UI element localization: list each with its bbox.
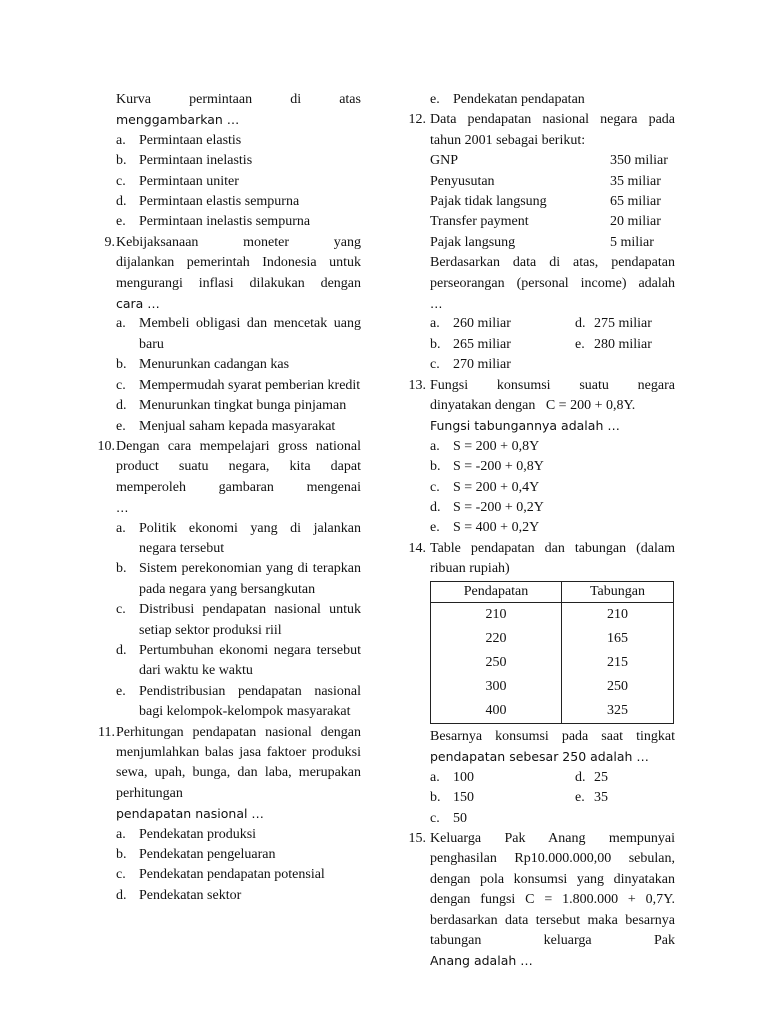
data-value: 20 miliar	[610, 214, 661, 230]
question-prompt: Besarnya konsumsi pada saat tingkat	[430, 729, 675, 745]
option-text: Menjual saham kepada masyarakat	[139, 418, 336, 434]
data-value: 350 miliar	[610, 153, 668, 169]
option-c	[90, 172, 361, 192]
question-stem: Table pendapatan dan tabungan (dalam ribuan rupiah)	[430, 540, 675, 577]
question-prompt-end: …	[430, 295, 443, 311]
option-row	[398, 355, 675, 375]
question-9	[90, 233, 361, 437]
option-letter: a.	[430, 438, 440, 454]
option-text: Pendekatan produksi	[139, 826, 257, 842]
table-header: Pendapatan	[431, 581, 562, 602]
option-letter: b.	[430, 459, 441, 475]
question-stem-end: Anang adalah …	[430, 953, 533, 969]
question-11	[90, 723, 361, 907]
option-letter: c.	[116, 602, 126, 618]
table-cell: 325	[562, 699, 674, 724]
option-letter: b.	[116, 561, 127, 577]
stem-word: Kurva	[116, 92, 151, 107]
question-10	[90, 437, 361, 723]
question-stem-end: menggambarkan …	[116, 112, 240, 128]
data-value: 35 miliar	[610, 173, 661, 189]
stem-word: negara	[637, 377, 675, 393]
question-stem: Perhitungan pendapatan nasional dengan menjumlahkan balas jasa faktoer produksi sewa, upah, bunga, dan laba, merupakan perhitungan	[116, 724, 361, 801]
question-prompt-end: pendapatan sebesar 250 adalah …	[430, 749, 649, 765]
right-column	[398, 90, 675, 972]
option-text: 150	[453, 790, 474, 806]
option-letter: a.	[116, 520, 126, 536]
option-letter: d.	[116, 642, 127, 658]
option-e	[398, 518, 675, 538]
option-letter: e.	[575, 336, 585, 352]
data-label: GNP	[430, 153, 459, 169]
table-row	[431, 699, 674, 724]
stem-word: di	[290, 92, 302, 107]
option-row	[398, 788, 675, 808]
stem-word: Kebijaksanaan	[116, 234, 199, 250]
question-number: 9.	[104, 234, 115, 250]
option-letter: b.	[430, 790, 441, 806]
income-savings-table	[430, 581, 674, 724]
table-cell: 215	[562, 651, 674, 675]
option-letter: e.	[430, 520, 440, 536]
option-text: Permintaan uniter	[139, 173, 239, 189]
option-letter: a.	[430, 769, 440, 785]
option-a	[90, 131, 361, 151]
option-text: 260 miliar	[453, 316, 511, 332]
option-b	[90, 845, 361, 865]
question-14	[398, 539, 675, 829]
option-letter: a.	[116, 826, 126, 842]
question-number: 14.	[408, 540, 426, 556]
data-label: Pajak tidak langsung	[430, 194, 547, 209]
table-header-row	[431, 581, 674, 602]
option-letter: e.	[116, 418, 126, 434]
table-cell: 210	[562, 603, 674, 628]
option-text: Membeli obligasi dan mencetak uang baru	[139, 316, 361, 352]
table-row	[431, 651, 674, 675]
table-cell: 250	[431, 651, 562, 675]
option-text: 265 miliar	[453, 336, 511, 352]
data-row	[398, 172, 675, 192]
question-stem-line	[398, 376, 675, 396]
option-text: Sistem perekonomian yang di terapkan pada negara yang bersangkutan	[139, 561, 361, 597]
option-text: Menurunkan tingkat bunga pinjaman	[139, 398, 347, 414]
option-letter: d.	[575, 769, 586, 785]
option-letter: c.	[430, 357, 440, 373]
option-letter: d.	[430, 500, 441, 515]
question-stem: Dengan cara mempelajari gross national product suatu negara, kita dapat memperoleh gambaran mengenai	[116, 438, 361, 495]
question-stem-line	[90, 90, 361, 110]
option-text: Pendekatan sektor	[139, 887, 242, 903]
table-row	[431, 627, 674, 651]
option-letter: d.	[575, 316, 586, 332]
question-number: 12.	[408, 112, 426, 128]
option-letter: e.	[116, 683, 126, 699]
data-value: 5 miliar	[610, 234, 654, 250]
stem-word: permintaan	[189, 92, 253, 107]
data-label: Pajak langsung	[430, 234, 516, 250]
option-letter: e.	[575, 790, 585, 806]
option-text: Menurunkan cadangan kas	[139, 357, 290, 373]
option-row	[398, 335, 675, 355]
question-prompt: Berdasarkan data di atas, pendapatan perseorangan (personal income) adalah	[430, 255, 675, 291]
data-label: Penyusutan	[430, 173, 495, 189]
option-letter: c.	[116, 173, 126, 189]
question-stem-end: Fungsi tabungannya adalah …	[430, 418, 620, 434]
table-cell: 250	[562, 675, 674, 699]
option-b	[90, 355, 361, 375]
question-stem-line	[90, 233, 361, 253]
option-text: Permintaan elastis sempurna	[139, 194, 300, 210]
stem-word: atas	[339, 92, 361, 107]
option-letter: a.	[116, 132, 126, 148]
option-text: 50	[453, 810, 467, 826]
option-b	[398, 457, 675, 477]
question-number: 13.	[408, 377, 426, 393]
option-row	[398, 314, 675, 334]
option-text: Permintaan inelastis	[139, 153, 253, 169]
option-letter: e.	[430, 92, 440, 107]
option-d	[90, 886, 361, 906]
table-header: Tabungan	[562, 581, 674, 602]
option-text: Politik ekonomi yang di jalankan negara tersebut	[139, 520, 361, 556]
option-d	[90, 192, 361, 212]
option-text: Pendekatan pengeluaran	[139, 847, 276, 863]
question-stem: dijalankan pemerintah Indonesia untuk mengurangi inflasi dilakukan dengan	[116, 255, 361, 291]
option-letter: b.	[430, 336, 441, 352]
option-letter: a.	[430, 316, 440, 332]
table-cell: 400	[431, 699, 562, 724]
left-column	[90, 90, 361, 906]
option-a	[90, 825, 361, 845]
option-e	[90, 417, 361, 437]
option-c	[398, 478, 675, 498]
option-text: 270 miliar	[453, 357, 511, 373]
option-formula: S = 200 + 0,8Y	[453, 438, 540, 454]
question-15	[398, 829, 675, 972]
table-cell: 210	[431, 603, 562, 628]
option-letter: c.	[116, 867, 126, 883]
option-text: Pendekatan pendapatan potensial	[139, 867, 325, 883]
question-12	[398, 110, 675, 375]
question-stem: dinyatakan dengan C = 200 + 0,8Y.	[430, 397, 636, 413]
data-label: Transfer payment	[430, 214, 529, 230]
stem-word: konsumsi	[496, 377, 551, 393]
option-e	[90, 212, 361, 232]
option-letter: d.	[116, 398, 127, 414]
stem-word: Fungsi	[430, 377, 469, 393]
option-a	[90, 314, 361, 355]
option-e	[398, 90, 675, 110]
question-stem-end: cara …	[116, 296, 160, 312]
data-row	[398, 192, 675, 212]
option-c	[90, 376, 361, 396]
question-number: 15.	[408, 831, 426, 847]
table-row	[431, 603, 674, 628]
option-letter: d.	[116, 194, 127, 210]
data-value: 65 miliar	[610, 194, 661, 209]
question-13	[398, 376, 675, 539]
option-row	[398, 809, 675, 829]
option-text: Pendistribusian pendapatan nasional bagi kelompok-kelompok masyarakat	[139, 683, 361, 720]
option-a	[90, 519, 361, 560]
option-text: 35	[594, 790, 608, 806]
data-row	[398, 151, 675, 171]
option-b	[90, 151, 361, 171]
stem-word: moneter	[243, 234, 290, 250]
question-8-continued	[90, 90, 361, 233]
option-text: 100	[453, 769, 474, 785]
option-text: 25	[594, 769, 608, 785]
stem-word: yang	[333, 234, 361, 250]
table-cell: 165	[562, 627, 674, 651]
option-c	[90, 600, 361, 641]
option-text: Pertumbuhan ekonomi negara tersebut dari waktu ke waktu	[139, 642, 361, 679]
option-letter: c.	[430, 479, 440, 495]
option-formula: S = 400 + 0,2Y	[453, 520, 540, 536]
table-cell: 220	[431, 627, 562, 651]
option-letter: d.	[116, 887, 127, 903]
option-letter: a.	[116, 316, 126, 332]
option-text: 275 miliar	[594, 316, 652, 332]
option-letter: e.	[116, 214, 126, 230]
option-letter: c.	[430, 810, 440, 826]
question-number: 10.	[97, 438, 115, 454]
option-d	[398, 498, 675, 518]
question-number: 11.	[98, 724, 115, 740]
option-d	[90, 396, 361, 416]
table-row	[431, 675, 674, 699]
stem-word: suatu	[579, 377, 609, 393]
option-c	[90, 865, 361, 885]
data-row	[398, 212, 675, 232]
option-letter: b.	[116, 357, 127, 373]
option-letter: c.	[116, 377, 126, 393]
option-formula: S = 200 + 0,4Y	[453, 479, 540, 495]
option-formula: S = -200 + 0,2Y	[453, 500, 544, 515]
data-row	[398, 233, 675, 253]
option-d	[90, 641, 361, 682]
question-stem: Data pendapatan nasional negara pada tahun 2001 sebagai berikut:	[430, 112, 675, 148]
option-letter: b.	[116, 153, 127, 169]
option-e	[90, 682, 361, 723]
question-stem-end: pendapatan nasional …	[116, 806, 264, 822]
option-letter: b.	[116, 847, 127, 863]
question-stem: Keluarga Pak Anang mempunyai penghasilan Rp10.000.000,00 sebulan, dengan pola konsumsi yang dinyatakan dengan fungsi C = 1.800.000 + 0,7Y. berdasarkan data tersebut maka besarnya tabungan keluarga Pak	[430, 831, 675, 949]
option-b	[90, 559, 361, 600]
option-text: Permintaan inelastis sempurna	[139, 214, 311, 230]
option-text: 280 miliar	[594, 336, 652, 352]
option-text: Permintaan elastis	[139, 132, 242, 148]
option-a	[398, 437, 675, 457]
table-cell: 300	[431, 675, 562, 699]
question-stem-end: …	[116, 500, 129, 516]
option-text: Distribusi pendapatan nasional untuk setiap sektor produksi riil	[139, 602, 361, 638]
option-formula: S = -200 + 0,8Y	[453, 459, 544, 475]
option-text: Pendekatan pendapatan	[453, 92, 585, 107]
option-text: Mempermudah syarat pemberian kredit	[139, 377, 361, 393]
option-row	[398, 768, 675, 788]
